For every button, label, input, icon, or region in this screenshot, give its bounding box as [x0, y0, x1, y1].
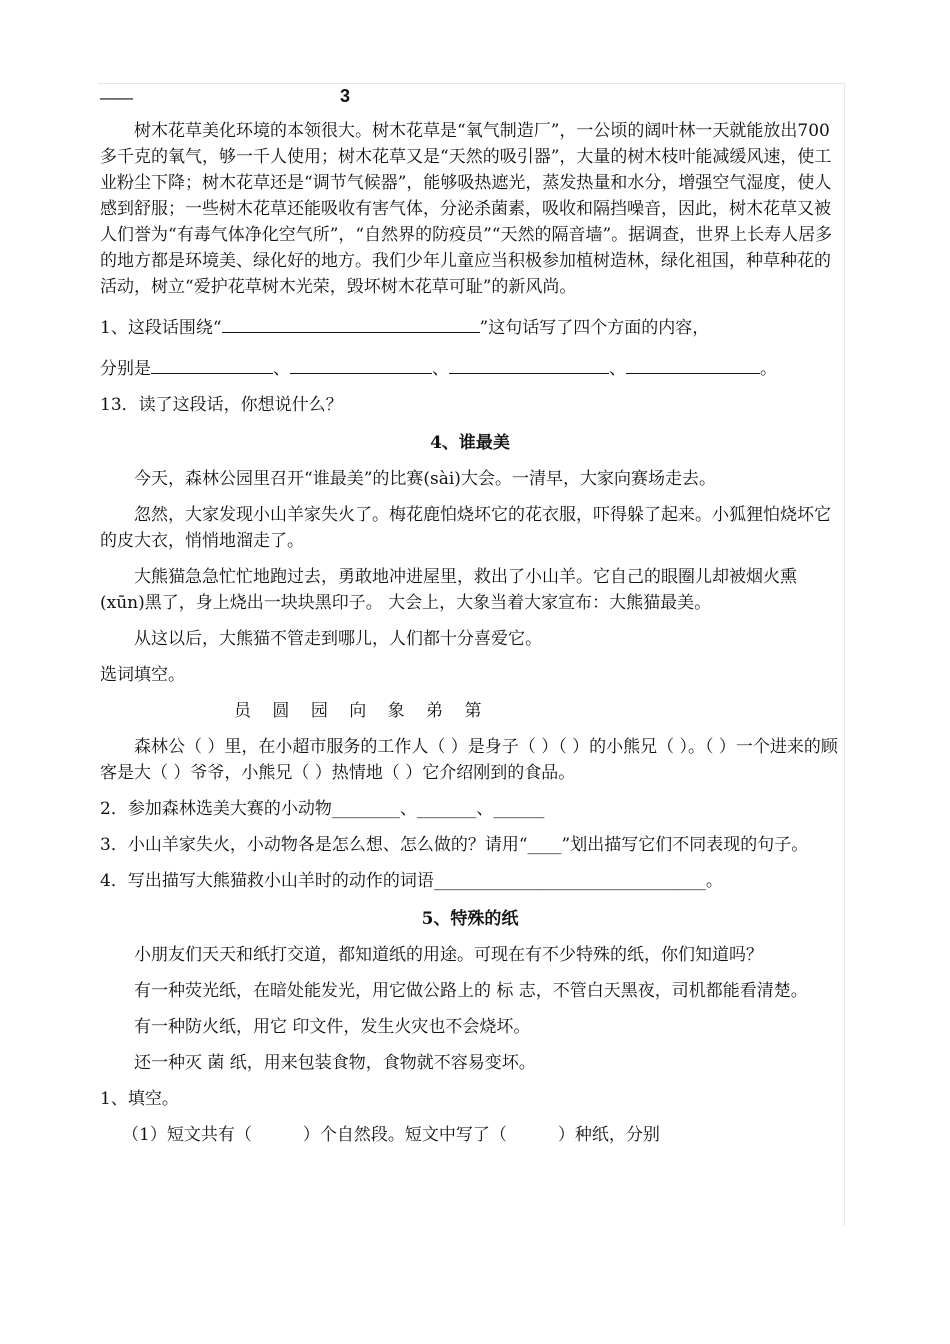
reading-passage-trees: 树木花草美化环境的本领很大。树木花草是“氧气制造厂”，一公顷的阔叶林一天就能放出700多千克的氧气，够一千人使用；树木花草又是“天然的吸引器”，大量的树木枝叶能减缓风速，使工业粉尘下降；树木花草还是“调节气候器”，能够吸热遮光，蒸发热量和水分，增强空气湿度，使人感到舒服；一些树木花草还能吸收有害气体，分泌杀菌素，吸收和隔挡噪音，因此，树木花草又被人们誉为“有毒气体净化空气所”，“自然界的防疫员”“天然的隔音墙”。据调查，世界上长寿人居多的地方都是环境美、绿化好的地方。我们少年儿童应当积极参加植树造林，绿化祖国，种草种花的活动，树立“爱护花草树木光荣，毁坏树木花草可耻”的新风尚。	[100, 121, 833, 297]
question-choose-words: 选词填空。	[100, 665, 185, 685]
question-fill: 1、填空。	[100, 1089, 179, 1109]
word-option: 弟	[426, 701, 444, 721]
section-title-4: 4、谁最美	[430, 433, 510, 453]
word-option: 员	[234, 701, 251, 721]
story-paragraph-4: 从这以后，大熊猫不管走到哪儿，人们都十分喜爱它。	[134, 629, 542, 649]
question-1-line-1: 1、这段话围绕“ ”这句话写了四个方面的内容，	[100, 314, 840, 341]
section-header	[100, 84, 840, 114]
story-paragraph-3: 大熊猫急急忙忙地跑过去，勇敢地冲进屋里，救出了小山羊。它自己的眼圈儿却被烟火熏(xūn)黑了，身上烧出一块块黑印子。 大会上，大象当着大家宣布：大熊猫最美。	[100, 567, 797, 613]
paper-paragraph-4: 还一种灭 菌 纸，用来包装食物，食物就不容易变坏。	[134, 1053, 536, 1073]
story-paragraph-2: 忽然，大家发现小山羊家失火了。梅花鹿怕烧坏它的花衣服，吓得躲了起来。小狐狸怕烧坏它的皮大衣，悄悄地溜走了。	[100, 505, 831, 551]
answer-blank[interactable]	[222, 314, 480, 333]
question-fill-1: （1）短文共有（ ）个自然段。短文中写了（ ）种纸，分别	[122, 1125, 660, 1145]
question-1-line-2: 分别是 、 、 、 。	[100, 355, 840, 382]
paper-paragraph-2: 有一种荧光纸，在暗处能发光，用它做公路上的 标 志，不管白天黑夜，司机都能看清楚。	[134, 981, 808, 1001]
page-border-right	[844, 83, 845, 1226]
word-option: 象	[387, 701, 405, 721]
answer-blank[interactable]	[626, 355, 760, 374]
paper-paragraph-1: 小朋友们天天和纸打交道，都知道纸的用途。可现在有不少特殊的纸，你们知道吗？	[134, 945, 763, 965]
question-3: 3．小山羊家失火，小动物各是怎么想、怎么做的？请用“____”划出描写它们不同表现的句子。	[100, 835, 809, 855]
section-number: 3	[340, 86, 351, 106]
paper-paragraph-3: 有一种防火纸，用它 印文件，发生火灾也不会烧坏。	[134, 1017, 531, 1037]
section-title-5: 5、特殊的纸	[421, 909, 519, 929]
fill-in-blanks-text: 森林公（ ）里，在小超市服务的工作人（ ）是身子（ ）（ ）的小熊兄（ ）。（ ）一个进来的顾客是大（ ）爷爷，小熊兄（ ）热情地（ ）它介绍刚到的食品。	[100, 737, 838, 783]
word-option: 园	[310, 701, 328, 721]
question-2: 2．参加森林选美大赛的小动物________、_______、______	[100, 799, 545, 819]
word-option: 圆	[272, 701, 290, 721]
answer-blank[interactable]	[449, 355, 609, 374]
worksheet-page	[100, 84, 840, 1148]
word-option: 第	[464, 701, 482, 721]
answer-blank[interactable]	[151, 355, 273, 374]
question-4: 4．写出描写大熊猫救小山羊时的动作的词语________________________________。	[100, 871, 723, 891]
question-13: 13．读了这段话，你想说什么？	[100, 395, 343, 415]
header-dash: ——	[100, 88, 132, 107]
answer-blank[interactable]	[290, 355, 432, 374]
word-option: 向	[349, 701, 367, 721]
word-options	[100, 698, 840, 724]
story-paragraph-1: 今天，森林公园里召开“谁最美”的比赛(sài)大会。一清早，大家向赛场走去。	[134, 469, 716, 489]
